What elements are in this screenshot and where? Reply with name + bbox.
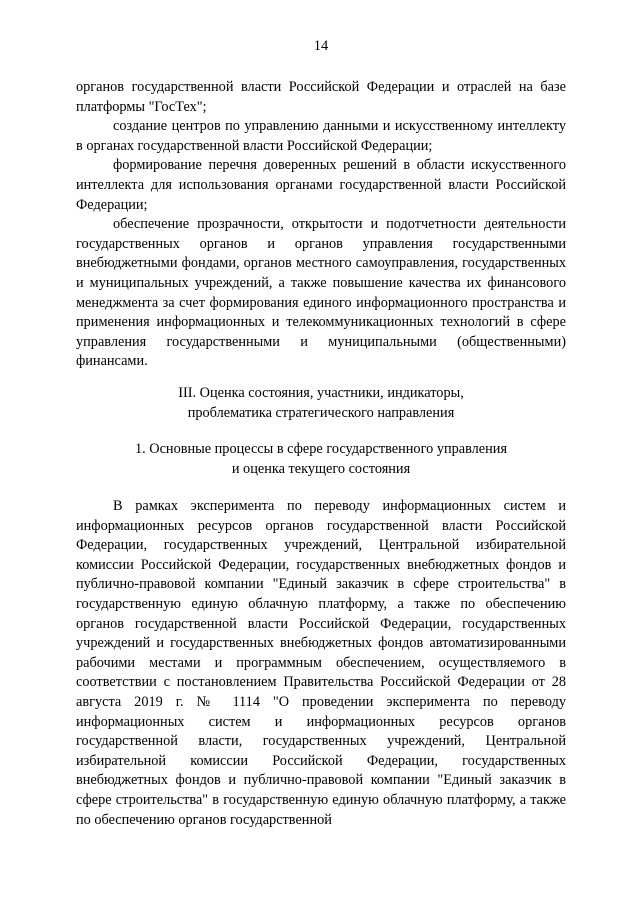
page-number: 14 [313,38,329,54]
section-heading [76,384,566,423]
section-heading-line: проблематика стратегического направления [187,404,455,421]
list-item: органов государственной власти Российской Федерации и отраслей на базе платформы "ГосТех"; [76,79,566,115]
document-page [76,0,566,905]
list-item: создание центров по управлению данными и искусственному интеллекту в органах государственной власти Российской Федерации; [76,118,566,154]
subsection-heading [76,440,566,479]
subsection-heading-line: 1. Основные процессы в сфере государственного управления [134,441,508,457]
list-item: обеспечение прозрачности, открытости и подотчетности деятельности государственных органов и органов управления государственными внебюджетными фондами, органов местного самоуправления, государственных и муниципальных учреждений, а также повышение качества их финансового менеджмента за счет формирования единого информационного пространства и применения информационных и телекоммуникационных технологий в сфере управления государственными и муниципальными (общественными) финансами. [76,216,566,370]
intro-list [76,78,566,372]
body-paragraph: В рамках эксперимента по переводу информационных систем и информационных ресурсов органов государственной власти Российской Федерации, государственных учреждений, Центральной избирательной комиссии Российской Федерации, государственных внебюджетных фондов и публично-правовой компании "Единый заказчик в сфере строительства" в государственную единую облачную платформу, а также по обеспечению органов государственной власти Российской Федерации, государственных учреждений и государственных внебюджетных фондов автоматизированными рабочими местами и программным обеспечением, осуществляемого в соответствии с постановлением Правительства Российской Федерации от 28 августа 2019 г. № 1114 "О проведении эксперимента по переводу информационных систем и информационных ресурсов органов государственной власти, государственных учреждений, Центральной избирательной комиссии Российской Федерации, государственных внебюджетных фондов и публично-правовой компании "Единый заказчик в сфере строительства" в государственную единую облачную платформу, а также по обеспечению органов государственной [76,498,566,828]
section-heading-line: III. Оценка состояния, участники, индикаторы, [178,385,464,401]
list-item: формирование перечня доверенных решений в области искусственного интеллекта для использования органами государственной власти Российской Федерации; [76,157,566,213]
subsection-heading-line: и оценка текущего состояния [231,460,411,477]
body-text [76,497,566,830]
